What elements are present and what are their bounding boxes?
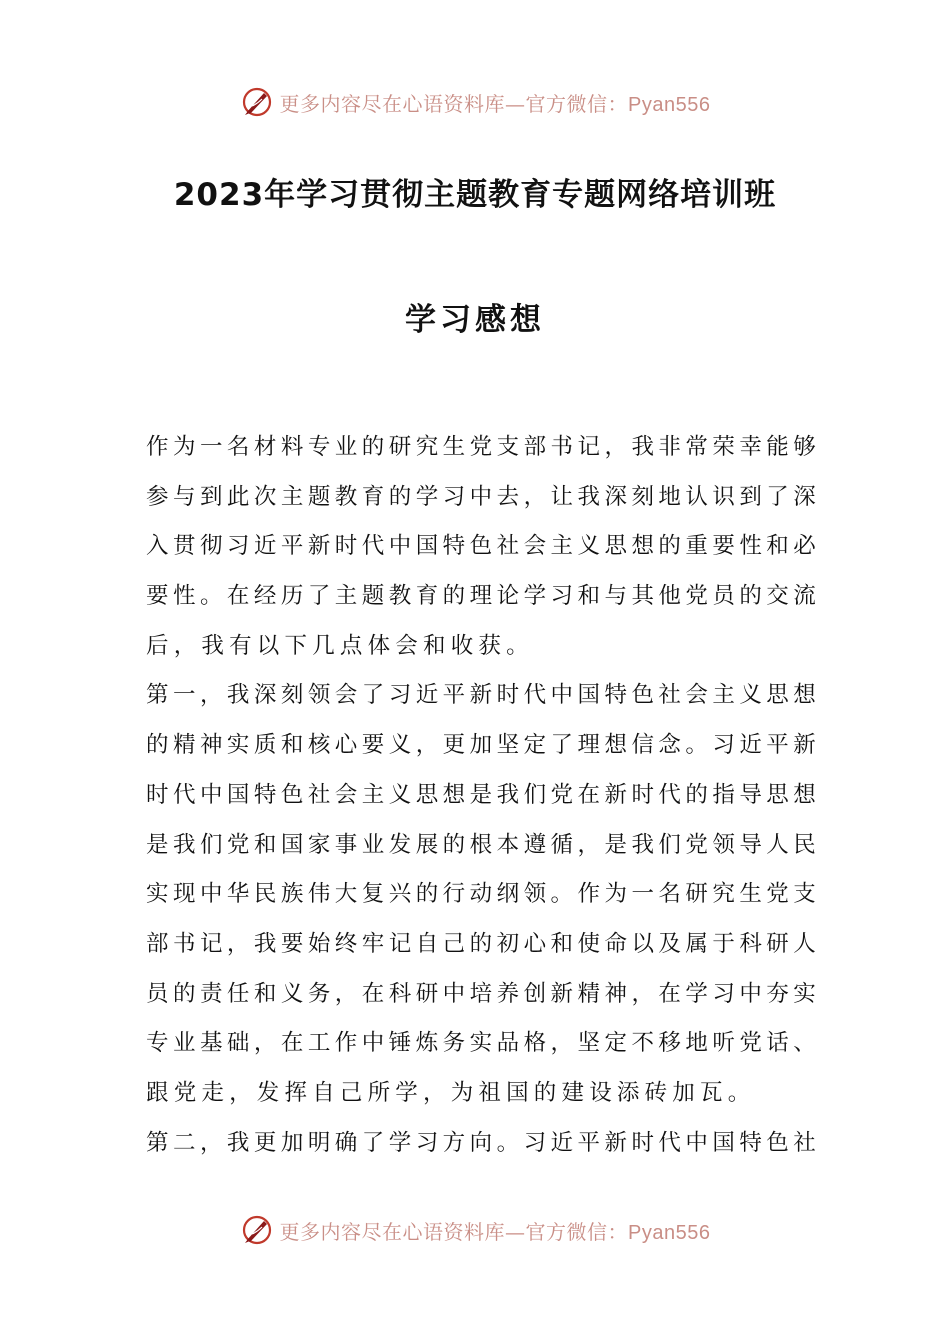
body-line: 后，我有以下几点体会和收获。 <box>146 632 534 659</box>
document-title: 2023年学习贯彻主题教育专题网络培训班 <box>173 177 777 213</box>
body-line: 部 书 记 ， 我 要 始 终 牢 记 自 己 的 初 心 和 使 命 以 及 属 于 科 研 人 <box>146 930 816 957</box>
pen-logo-icon <box>240 1213 274 1247</box>
pen-logo-icon <box>240 85 274 119</box>
document-subtitle: 学习感想 <box>405 302 545 338</box>
footer-watermark <box>0 1210 950 1250</box>
body-line: 是 我 们 党 和 国 家 事 业 发 展 的 根 本 遵 循 ， 是 我 们 党 领 导 人 民 <box>146 831 816 858</box>
body-line: 入 贯 彻 习 近 平 新 时 代 中 国 特 色 社 会 主 义 思 想 的 重 要 性 和 必 <box>146 533 816 560</box>
watermark-text: 更多内容尽在心语资料库—官方微信：Pyan556 <box>279 1219 711 1244</box>
body-line: 员 的 责 任 和 义 务 ， 在 科 研 中 培 养 创 新 精 神 ， 在 学 习 中 夯 实 <box>146 980 816 1007</box>
body-line: 作 为 一 名 材 料 专 业 的 研 究 生 党 支 部 书 记 ， 我 非 常 荣 幸 能 够 <box>146 434 816 460</box>
body-line: 参 与 到 此 次 主 题 教 育 的 学 习 中 去 ， 让 我 深 刻 地 认 识 到 了 深 <box>146 483 816 510</box>
body-line: 跟党走，发挥自己所学，为祖国的建设添砖加瓦。 <box>146 1079 756 1106</box>
header-watermark <box>0 82 950 122</box>
body-line: 第 二 ， 我 更 加 明 确 了 学 习 方 向 。 习 近 平 新 时 代 中 国 特 色 社 <box>146 1129 816 1156</box>
body-line: 要 性 。 在 经 历 了 主 题 教 育 的 理 论 学 习 和 与 其 他 党 员 的 交 流 <box>146 583 816 610</box>
article-body <box>146 423 816 1168</box>
body-line: 专 业 基 础 ， 在 工 作 中 锤 炼 务 实 品 格 ， 坚 定 不 移 地 听 党 话 、 <box>146 1030 816 1057</box>
body-line: 时 代 中 国 特 色 社 会 主 义 思 想 是 我 们 党 在 新 时 代 的 指 导 思 想 <box>146 781 816 808</box>
body-line: 实 现 中 华 民 族 伟 大 复 兴 的 行 动 纲 领 。 作 为 一 名 研 究 生 党 支 <box>146 881 816 908</box>
body-line: 第 一 ， 我 深 刻 领 会 了 习 近 平 新 时 代 中 国 特 色 社 会 主 义 思 想 <box>146 682 816 709</box>
watermark-text: 更多内容尽在心语资料库—官方微信：Pyan556 <box>279 91 711 116</box>
body-line: 的 精 神 实 质 和 核 心 要 义 ， 更 加 坚 定 了 理 想 信 念 。 习 近 平 新 <box>146 732 816 759</box>
